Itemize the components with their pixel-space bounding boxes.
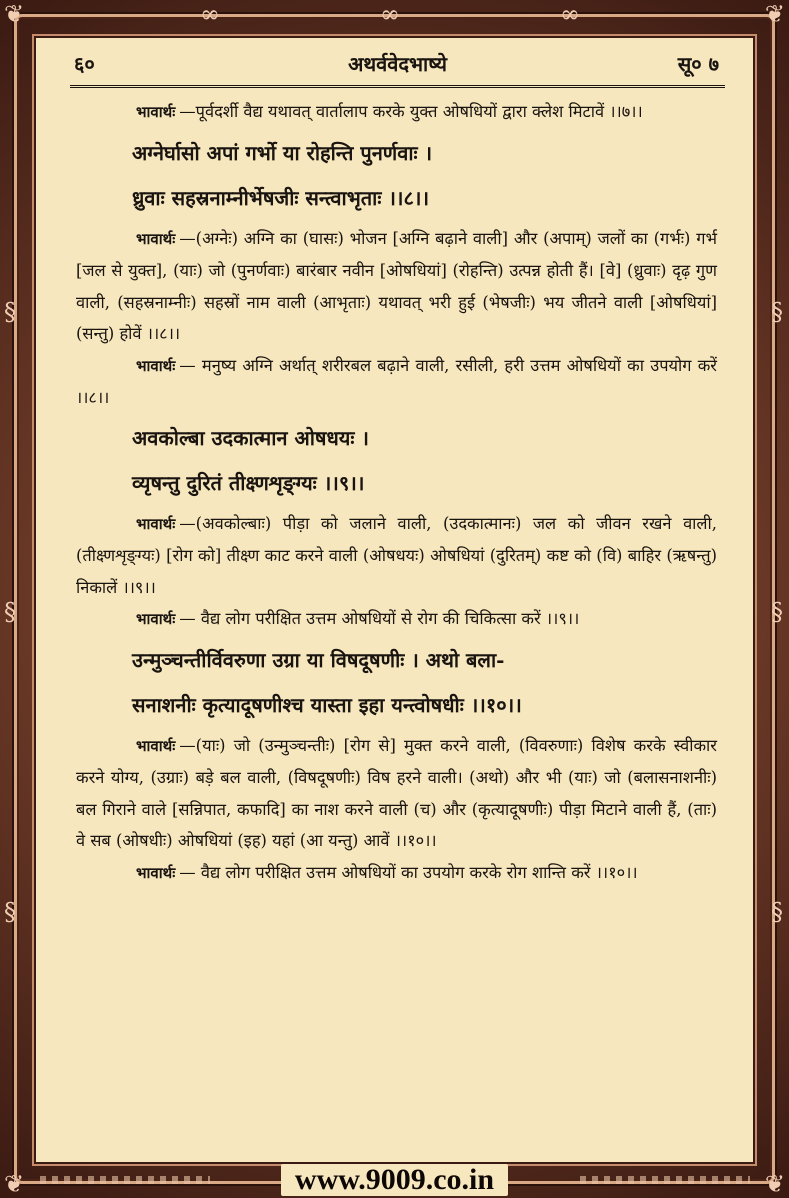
bhavarth-label: भावार्थः — [136, 610, 176, 628]
corner-ornament-icon: ❦ — [4, 1170, 25, 1198]
page-body — [76, 96, 717, 889]
commentary-paragraph — [76, 350, 717, 414]
corner-ornament-icon: ❦ — [4, 0, 25, 28]
top-ornament-icon: ∞ — [560, 0, 580, 28]
corner-ornament-icon: ❦ — [764, 0, 785, 28]
bhavarth-label: भावार्थः — [136, 229, 176, 248]
bhavarth-label: भावार्थः — [136, 863, 176, 882]
book-page — [36, 38, 753, 1162]
book-title: अथर्ववेदभाष्ये — [348, 52, 447, 76]
commentary-paragraph — [76, 730, 717, 857]
commentary-text: — वैद्य लोग परीक्षित उत्तम ओषधियों से रोग की चिकित्सा करें ।।९।। — [179, 609, 580, 628]
commentary-text: —पूर्वदर्शी वैद्य यथावत् वार्तालाप करके युक्त ओषधियों द्वारा क्लेश मिटावें ।।७।। — [179, 102, 643, 121]
commentary-paragraph — [76, 96, 717, 129]
verse-line: अग्नेर्घासो अपां गर्भो या रोहन्ति पुनर्णवाः । — [132, 140, 433, 165]
corner-ornament-icon: ❦ — [764, 1170, 785, 1198]
commentary-paragraph — [76, 603, 717, 636]
header-divider — [70, 85, 725, 88]
commentary-paragraph — [76, 857, 717, 890]
side-ornament-icon: § — [4, 598, 16, 626]
bhavarth-label: भावार्थः — [136, 514, 176, 533]
verse-line: सनाशनीः कृत्यादूषणीश्च यास्ता इहा यन्त्वोषधीः ।।१०।। — [132, 692, 522, 717]
side-ornament-icon: § — [771, 298, 783, 326]
side-ornament-icon: § — [4, 898, 16, 926]
verse-line: अवकोल्बा उदकात्मान ओषधयः । — [132, 425, 369, 450]
commentary-text: — वैद्य लोग परीक्षित उत्तम ओषधियों का उपयोग करके रोग शान्ति करें ।।१०।। — [179, 862, 638, 882]
side-ornament-icon: § — [771, 898, 783, 926]
commentary-text: — मनुष्य अग्नि अर्थात् शरीरबल बढ़ाने वाली, रसीली, हरी उत्तम ओषधियों का उपयोग करें ।।८।। — [76, 355, 717, 407]
bhavarth-label: भावार्थः — [136, 736, 176, 755]
verse-line: उन्मुञ्चन्तीर्विवरुणा उग्रा या विषदूषणीः । अथो बला- — [132, 647, 505, 672]
side-ornament-icon: § — [4, 298, 16, 326]
commentary-paragraph — [76, 508, 717, 604]
bhavarth-label: भावार्थः — [136, 356, 176, 375]
commentary-paragraph — [76, 223, 717, 350]
bhavarth-label: भावार्थः — [136, 103, 176, 121]
commentary-text: —(अग्नेः) अग्नि का (घासः) भोजन [अग्नि बढ़ाने वाली] और (अपाम्) जलों का (गर्भः) गर्भ [जल से युक्त], (याः) जो (पुनर्णवाः) बारंबार नवीन [ओषधियां] (रोहन्ति) उत्पन्न होती हैं। [वे] (ध्रुवाः) दृढ़ गुण वाली, (सहस्रनाम्नीः) सहस्रों नाम वाली (आभृताः) यथावत् भरी हुई (भेषजीः) भय जीतने वाली [ओषधियां] (सन्तु) होवें ।।८।। — [76, 228, 717, 343]
page-footer — [0, 1164, 789, 1198]
top-ornament-icon: ∞ — [200, 0, 220, 28]
verse-line: व्यृषन्तु दुरितं तीक्ष्णशृङ्ग्यः ।।९।। — [132, 470, 365, 495]
page-header — [70, 46, 725, 80]
commentary-text: —(अवकोल्बाः) पीड़ा को जलाने वाली, (उदकात्मानः) जल को जीवन रखने वाली, (तीक्ष्णशृङ्ग्यः) [रोग को] तीक्ष्ण काट करने वाली (ओषधयः) ओषधियां (दुरितम्) कष्ट को (वि) बाहिर (ऋषन्तु) निकालें ।।९।। — [76, 513, 717, 597]
commentary-text: —(याः) जो (उन्मुञ्चन्तीः) [रोग से] मुक्त करने वाली, (विवरुणाः) विशेष करके स्वीकार करने योग्य, (उग्राः) बड़े बल वाली, (विषदूषणीः) विष हरने वाली। (अथो) और भी (याः) जो (बलासनाशनीः) बल गिराने वाले [सन्निपात, कफादि] का नाश करने वाली (च) और (कृत्यादूषणीः) पीड़ा मिटाने वाली हैं, (ताः) वे सब (ओषधीः) ओषधियां (इह) यहां (आ यन्तु) आवें ।।१०।। — [76, 735, 717, 850]
verse-line: ध्रुवाः सहस्रनाम्नीर्भेषजीः सन्त्वाभृताः ।।८।। — [132, 185, 430, 210]
website-link[interactable]: www.9009.co.in — [281, 1164, 508, 1196]
top-ornament-icon: ∞ — [380, 0, 400, 28]
side-ornament-icon: § — [771, 598, 783, 626]
section-number: सू० ७ — [677, 52, 719, 76]
page-number: ६० — [74, 52, 95, 76]
